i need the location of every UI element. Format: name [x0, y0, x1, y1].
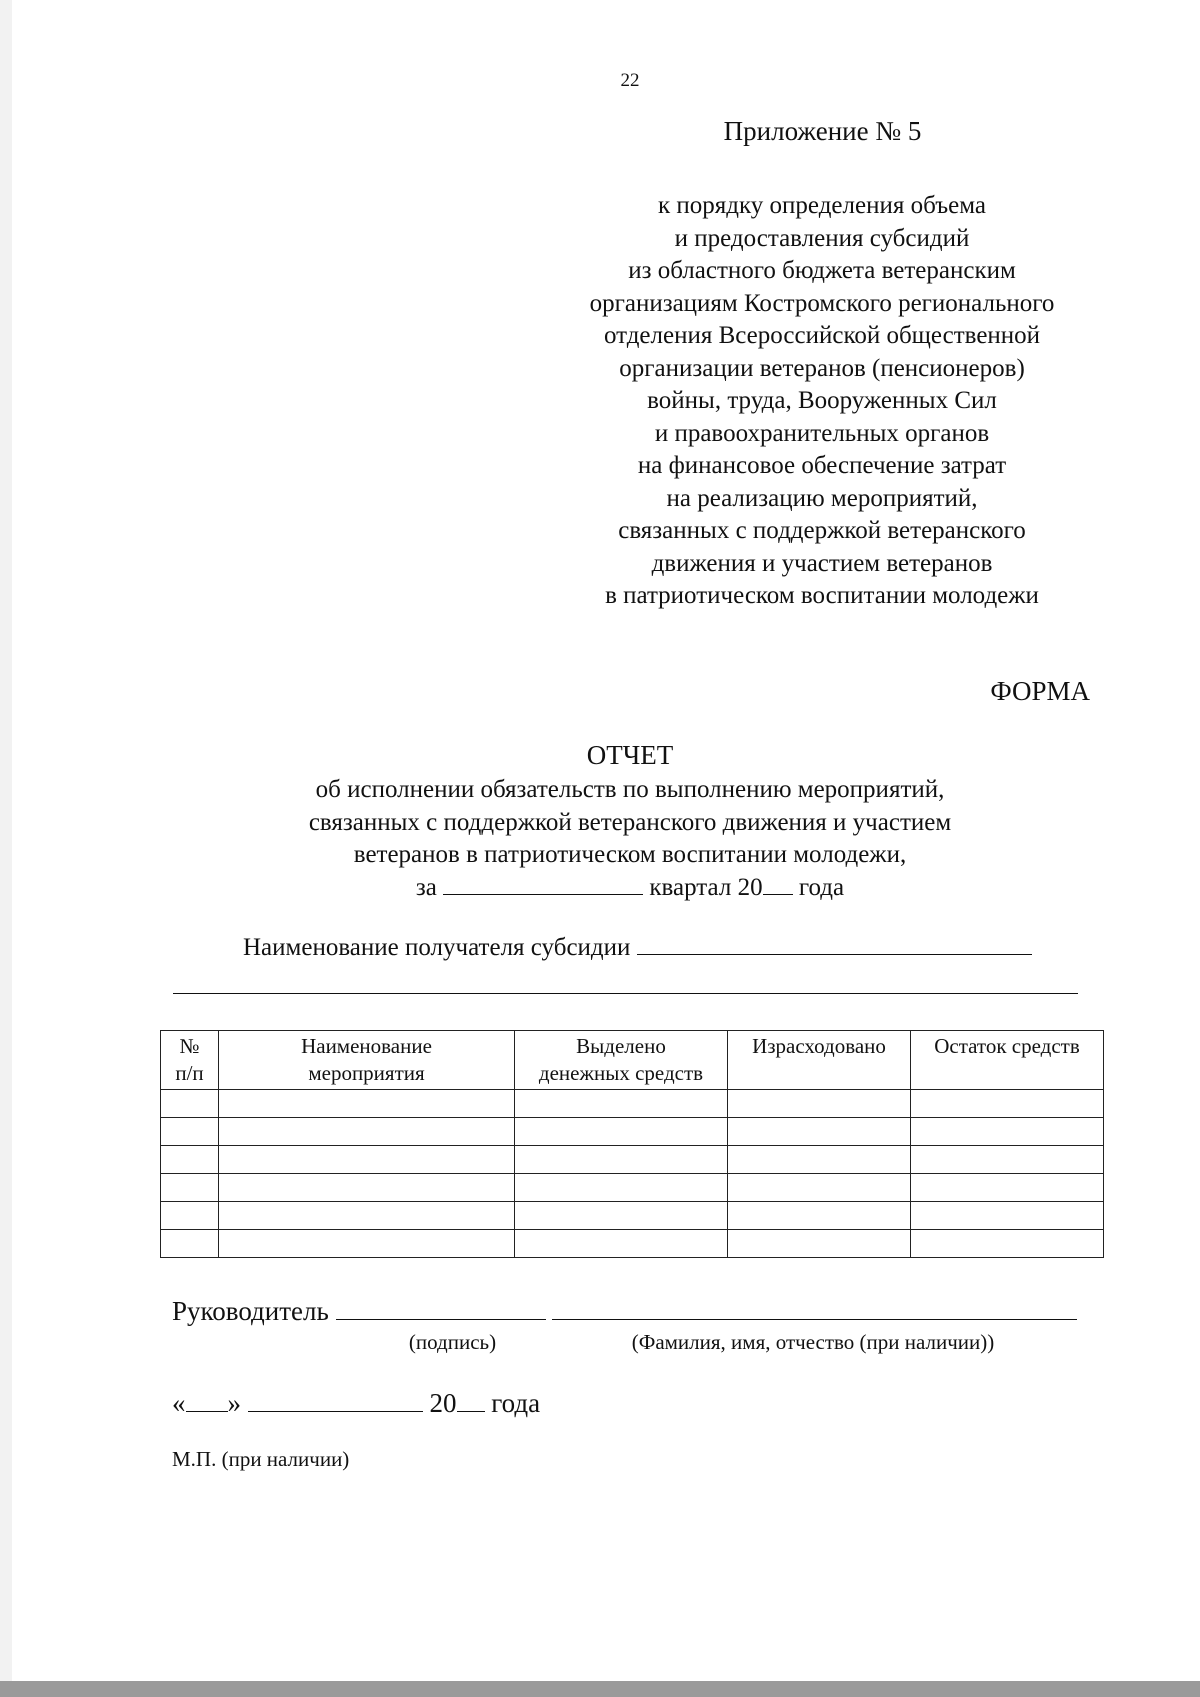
table-row [161, 1202, 1104, 1230]
appendix-line: из областного бюджета ветеранским [628, 257, 1016, 284]
signature-blank [336, 1297, 546, 1320]
table-header-text: Наименование [301, 1034, 432, 1058]
appendix-line: связанных с поддержкой ветеранского [618, 517, 1026, 544]
full-name-blank [552, 1297, 1077, 1320]
appendix-description [552, 190, 1092, 613]
date-year-prefix: 20 [429, 1388, 457, 1418]
date-row [172, 1388, 672, 1419]
signature-label: Руководитель [172, 1296, 329, 1326]
report-subtitle-lines [200, 774, 1060, 872]
table-cell[interactable] [911, 1146, 1104, 1174]
recipient-blank [637, 932, 1032, 955]
appendix-line: войны, труда, Вооруженных Сил [647, 387, 997, 414]
table-cell[interactable] [219, 1090, 515, 1118]
period-prefix: за [415, 873, 437, 901]
appendix-title: Приложение № 5 [723, 116, 922, 146]
table-header-text: п/п [175, 1061, 204, 1085]
table-cell[interactable] [911, 1090, 1104, 1118]
full-name-caption: (Фамилия, имя, отчество (при наличии)) [631, 1330, 995, 1354]
table-cell[interactable] [728, 1090, 911, 1118]
table-cell[interactable] [728, 1230, 911, 1258]
date-year-blank [457, 1389, 485, 1412]
table-cell[interactable] [515, 1146, 728, 1174]
table-cell[interactable] [219, 1174, 515, 1202]
table-cell[interactable] [728, 1146, 911, 1174]
table-cell[interactable] [515, 1090, 728, 1118]
table-cell[interactable] [911, 1202, 1104, 1230]
table-cell[interactable] [515, 1118, 728, 1146]
table-header-text: мероприятия [308, 1061, 425, 1085]
year-blank [763, 872, 793, 895]
table-header-text: денежных средств [538, 1061, 704, 1085]
table-row [161, 1174, 1104, 1202]
report-title: ОТЧЕТ [586, 740, 674, 770]
date-close-quote: » [227, 1388, 241, 1418]
appendix-line: в патриотическом воспитании молодежи [605, 582, 1039, 609]
day-blank [186, 1389, 228, 1412]
appendix-line: организации ветеранов (пенсионеров) [619, 354, 1025, 382]
table-cell[interactable] [728, 1174, 911, 1202]
table-header-cell [515, 1031, 728, 1090]
appendix-line: на реализацию мероприятий, [666, 484, 978, 512]
report-table [160, 1030, 1104, 1258]
table-header-text: № [179, 1034, 200, 1058]
table-cell[interactable] [161, 1174, 219, 1202]
scan-edge-bottom [0, 1681, 1200, 1697]
report-subtitle-line: связанных с поддержкой ветеранского движения и участием [308, 808, 952, 836]
table-row [161, 1146, 1104, 1174]
table-header-cell [728, 1031, 911, 1090]
table-cell[interactable] [515, 1202, 728, 1230]
appendix-line: отделения Всероссийской общественной [603, 322, 1041, 349]
table-cell[interactable] [161, 1118, 219, 1146]
table-cell[interactable] [161, 1230, 219, 1258]
table-cell[interactable] [161, 1146, 219, 1174]
report-period-line [200, 872, 1060, 905]
period-middle: квартал 20 [649, 873, 763, 901]
appendix-line: и правоохранительных органов [654, 419, 990, 447]
signature-caption: (подпись) [408, 1330, 497, 1354]
table-body [161, 1090, 1104, 1258]
table-header-text: Остаток средств [934, 1034, 1080, 1058]
seal-note: М.П. (при наличии) [172, 1447, 350, 1471]
report-subtitle [200, 774, 1060, 904]
recipient-label: Наименование получателя субсидии [243, 934, 631, 961]
table-cell[interactable] [911, 1118, 1104, 1146]
quarter-blank [443, 872, 643, 895]
table-cell[interactable] [911, 1174, 1104, 1202]
table-cell[interactable] [219, 1118, 515, 1146]
table-cell[interactable] [911, 1230, 1104, 1258]
report-subtitle-line: ветеранов в патриотическом воспитании молодежи, [353, 841, 907, 868]
table-header-text: Выделено [576, 1034, 666, 1058]
month-blank [248, 1389, 423, 1412]
signature-row [172, 1296, 1092, 1327]
date-open-quote: « [172, 1388, 186, 1418]
appendix-line: к порядку определения объема [658, 192, 986, 219]
appendix-line: на финансовое обеспечение затрат [637, 452, 1007, 479]
table-row [161, 1230, 1104, 1258]
report-subtitle-line: об исполнении обязательств по выполнению мероприятий, [315, 776, 945, 803]
table-cell[interactable] [161, 1090, 219, 1118]
table-cell[interactable] [728, 1202, 911, 1230]
recipient-blank-continuation [173, 993, 1078, 994]
form-label: ФОРМА [990, 676, 1090, 706]
table-cell[interactable] [728, 1118, 911, 1146]
table-header-cell [219, 1031, 515, 1090]
table-row [161, 1118, 1104, 1146]
appendix-line: движения и участием ветеранов [651, 549, 993, 577]
table-header-cell [161, 1031, 219, 1090]
recipient-line [243, 932, 1093, 962]
table-cell[interactable] [219, 1202, 515, 1230]
period-suffix: года [798, 873, 845, 901]
table-cell[interactable] [219, 1230, 515, 1258]
table-row [161, 1090, 1104, 1118]
appendix-line: организациям Костромского регионального [589, 289, 1055, 317]
table-header-cell [911, 1031, 1104, 1090]
table-cell[interactable] [515, 1174, 728, 1202]
table-header-row [161, 1031, 1104, 1090]
table-cell[interactable] [515, 1230, 728, 1258]
page-number: 22 [620, 70, 640, 91]
table-cell[interactable] [219, 1146, 515, 1174]
appendix-line: и предоставления субсидий [674, 224, 970, 252]
scan-edge-left [0, 0, 12, 1697]
date-suffix: года [491, 1388, 541, 1418]
table-header-text: Израсходовано [752, 1034, 886, 1058]
table-cell[interactable] [161, 1202, 219, 1230]
